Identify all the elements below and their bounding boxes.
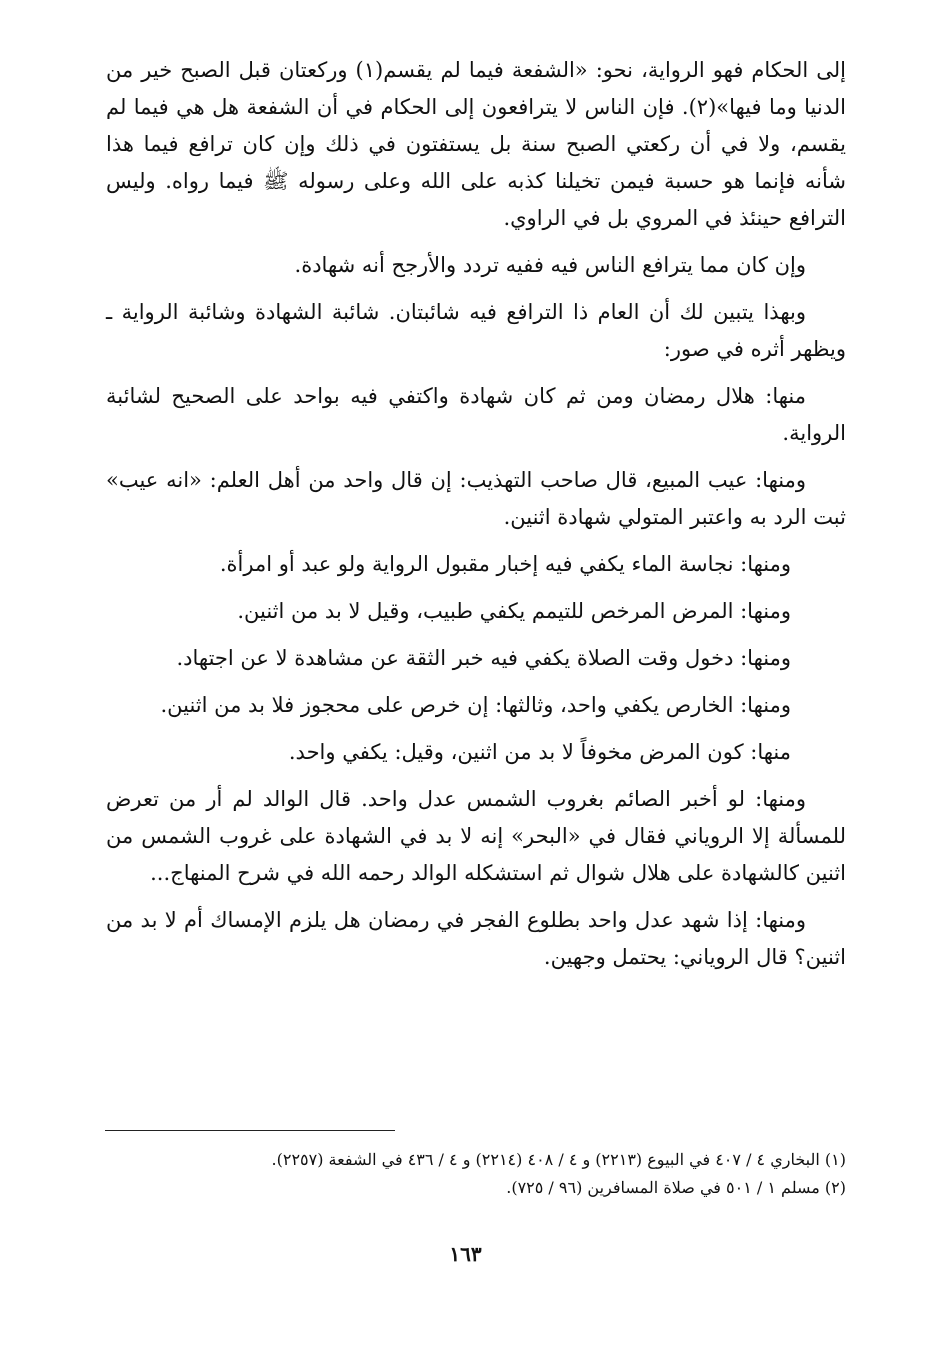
paragraph: منها: كون المرض مخوفاً لا بد من اثنين، وقيل: يكفي واحد. [288,740,791,764]
paragraph: إلى الحكام فهو الرواية، نحو: «الشفعة فيما لم يقسم(١) وركعتان قبل الصبح خير من الدنيا وما فيها»(٢). فإن الناس لا يترافعون إلى الحكام في أن الشفعة هل هي فيما لم يقسم، ولا في أن ركعتي الصبح سنة بل يستفتون في ذلك وإن كان ترافع فيما هذا شأنه فإنما هو حسبة فيمن تخيلنا كذبه على الله وعلى رسوله ﷺ فيما رواه. وليس الترافع حينئذ في المروي بل في الراوي. [106,58,846,230]
footnote: (١) البخاري ٤ / ٤٠٧ في البيوع (٢٢١٣) و ٤ / ٤٠٨ (٢٢١٤) و ٤ / ٤٣٦ في الشفعة (٢٢٥٧). [271,1150,846,1169]
main-text [106,52,846,986]
paragraph: وبهذا يتبين لك أن العام ذا الترافع فيه شائبتان. شائبة الشهادة وشائبة الرواية ـ ويظهر أثره في صور: [106,300,846,361]
paragraph: ومنها: دخول وقت الصلاة يكفي فيه خبر الثقة عن مشاهدة لا عن اجتهاد. [176,646,791,670]
paragraph: ومنها: عيب المبيع، قال صاحب التهذيب: إن قال واحد من أهل العلم: «انه عيب» ثبت الرد به واعتبر المتولي شهادة اثنين. [106,468,846,529]
page-number: ١٦٣ [449,1242,482,1266]
paragraph: ومنها: الخارص يكفي واحد، وثالثها: إن خرص على محجوز فلا بد من اثنين. [160,693,791,717]
footnote: (٢) مسلم ١ / ٥٠١ في صلاة المسافرين (٩٦ / ٧٢٥). [506,1178,846,1197]
paragraph: ومنها: نجاسة الماء يكفي فيه إخبار مقبول الرواية ولو عبد أو امرأة. [219,552,791,576]
paragraph: وإن كان مما يترافع الناس فيه ففيه تردد والأرجح أنه شهادة. [294,253,806,277]
paragraph: منها: هلال رمضان ومن ثم كان شهادة واكتفي فيه بواحد على الصحيح لشائبة الرواية. [106,384,846,445]
paragraph: ومنها: لو أخبر الصائم بغروب الشمس عدل واحد. قال الوالد لم أر من تعرض للمسألة إلا الروياني فقال في «البحر» إنه لا بد في الشهادة على غروب الشمس من اثنين كالشهادة على هلال شوال ثم استشكله الوالد رحمه الله في شرح المنهاج... [106,787,846,885]
footnote-separator [105,1130,395,1131]
paragraph: ومنها: إذا شهد عدل واحد بطلوع الفجر في رمضان هل يلزم الإمساك أم لا بد من اثنين؟ قال الروياني: يحتمل وجهين. [106,908,846,969]
footnotes [106,1146,846,1202]
paragraph: ومنها: المرض المرخص للتيمم يكفي طبيب، وقيل لا بد من اثنين. [237,599,791,623]
